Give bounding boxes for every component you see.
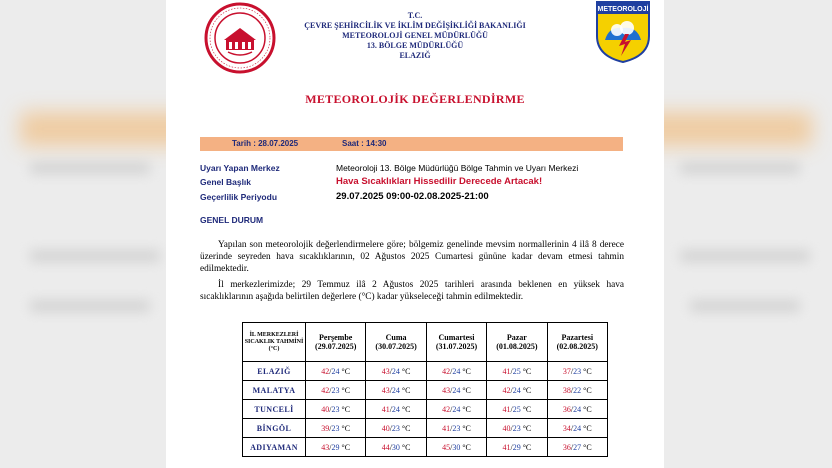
min-temp: 27 — [573, 442, 582, 452]
temperature-cell — [487, 419, 547, 438]
time-text: Saat : 14:30 — [342, 139, 387, 148]
day-date: (31.07.2025) — [435, 342, 478, 351]
temp-unit: °C — [341, 442, 351, 452]
date-time-bar — [200, 137, 623, 151]
min-temp: 24 — [391, 385, 400, 395]
max-temp: 41 — [502, 366, 511, 376]
header-ministry: ÇEVRE ŞEHİRCİLİK VE İKLİM DEĞİŞİKLİĞİ BAKANLIĞI — [304, 21, 526, 30]
temp-separator: / — [570, 442, 574, 452]
day-header — [306, 323, 366, 362]
table-row — [243, 438, 608, 457]
max-temp: 41 — [502, 442, 511, 452]
section-title: GENEL DURUM — [200, 215, 264, 225]
city-cell: MALATYA — [243, 381, 306, 400]
temp-separator: / — [450, 404, 453, 414]
max-temp: 36 — [562, 442, 571, 452]
temperature-cell — [426, 438, 486, 457]
background-blur-line — [680, 162, 800, 174]
city-cell: ADIYAMAN — [243, 438, 306, 457]
document-page — [166, 0, 664, 468]
temp-unit: °C — [583, 423, 592, 433]
temp-separator: / — [329, 404, 332, 414]
temperature-cell — [306, 419, 366, 438]
day-date: (01.08.2025) — [496, 342, 538, 351]
temperature-cell — [426, 400, 486, 419]
temperature-cell — [547, 362, 607, 381]
temperature-cell — [487, 362, 547, 381]
temperature-cell — [366, 362, 426, 381]
max-temp: 42 — [321, 366, 330, 376]
logo-text: METEOROLOJİ — [597, 6, 649, 13]
temp-separator: / — [389, 404, 392, 414]
day-name: Perşembe — [319, 333, 353, 342]
paragraph-forecast: İl merkezlerimizde; 29 Temmuz ilâ 2 Ağustos 2025 tarihleri arasında beklenen en yüksek hava sıcaklıklarının aşağıda belirtilen değerlere (°C) kadar yükseleceği tahmin edilmektedir. — [200, 280, 624, 302]
temp-unit: °C — [583, 442, 592, 452]
period-value: 29.07.2025 09:00-02.08.2025-21:00 — [336, 191, 489, 202]
temp-unit: °C — [522, 442, 532, 452]
max-temp: 36 — [562, 404, 571, 414]
day-date: (29.07.2025) — [315, 342, 357, 351]
min-temp: 24 — [452, 385, 461, 395]
max-temp: 40 — [381, 423, 390, 433]
table-row — [243, 419, 608, 438]
temp-separator: / — [389, 366, 392, 376]
min-temp: 29 — [512, 442, 521, 452]
min-temp: 24 — [391, 366, 400, 376]
temp-unit: °C — [341, 385, 351, 395]
table-corner-label: İL MERKEZLERİ SICAKLIK TAHMİNİ (°C) — [243, 323, 306, 362]
temperature-cell — [547, 438, 607, 457]
temp-unit: °C — [401, 423, 411, 433]
min-temp: 25 — [512, 404, 521, 414]
max-temp: 42 — [321, 385, 330, 395]
temp-unit: °C — [522, 404, 532, 414]
temperature-cell — [426, 419, 486, 438]
date-text: Tarih : 28.07.2025 — [232, 139, 299, 148]
temp-unit: °C — [341, 404, 351, 414]
table-row — [243, 400, 608, 419]
day-header — [366, 323, 426, 362]
day-date: (30.07.2025) — [375, 342, 417, 351]
temp-unit: °C — [401, 385, 411, 395]
min-temp: 30 — [452, 442, 461, 452]
min-temp: 22 — [573, 385, 582, 395]
min-temp: 24 — [331, 366, 340, 376]
temp-unit: °C — [583, 385, 592, 395]
max-temp: 43 — [381, 385, 390, 395]
temperature-cell — [366, 438, 426, 457]
max-temp: 42 — [442, 404, 451, 414]
header-directorate: METEOROLOJİ GENEL MÜDÜRLÜĞÜ — [342, 31, 488, 40]
temperature-cell — [487, 438, 547, 457]
max-temp: 34 — [562, 423, 571, 433]
subject-label: Genel Başlık — [200, 177, 252, 187]
min-temp: 24 — [573, 404, 582, 414]
min-temp: 23 — [391, 423, 400, 433]
min-temp: 24 — [391, 404, 400, 414]
temperature-cell — [306, 438, 366, 457]
max-temp: 43 — [321, 442, 330, 452]
temp-unit: °C — [462, 385, 471, 395]
background-blur-line — [30, 162, 150, 174]
temp-unit: °C — [401, 366, 411, 376]
temp-separator: / — [329, 366, 332, 376]
temp-separator: / — [389, 442, 392, 452]
temp-separator: / — [450, 423, 453, 433]
min-temp: 23 — [452, 423, 461, 433]
day-header — [487, 323, 547, 362]
max-temp: 42 — [442, 366, 451, 376]
min-temp: 24 — [573, 423, 582, 433]
max-temp: 43 — [442, 385, 451, 395]
max-temp: 40 — [321, 404, 330, 414]
table-header-row — [243, 323, 608, 362]
min-temp: 30 — [391, 442, 400, 452]
background-blur-line — [680, 250, 810, 262]
issuer-label: Uyarı Yapan Merkez — [200, 163, 280, 173]
background-blur-line — [690, 300, 800, 312]
day-name: Pazartesi — [561, 333, 594, 342]
temperature-cell — [306, 400, 366, 419]
temperature-cell — [547, 400, 607, 419]
max-temp: 40 — [502, 423, 511, 433]
max-temp: 45 — [442, 442, 451, 452]
max-temp: 43 — [381, 366, 390, 376]
temp-separator: / — [570, 385, 574, 395]
temp-unit: °C — [401, 404, 411, 414]
background-blur-line — [30, 300, 150, 312]
temperature-cell — [366, 419, 426, 438]
temp-unit: °C — [522, 423, 532, 433]
header-region: 13. BÖLGE MÜDÜRLÜĞÜ — [366, 41, 464, 50]
temp-separator: / — [570, 404, 574, 414]
max-temp: 38 — [562, 385, 571, 395]
table-row — [243, 381, 608, 400]
temp-separator: / — [570, 366, 574, 376]
day-header — [426, 323, 486, 362]
max-temp: 41 — [502, 404, 511, 414]
day-name: Cumartesi — [438, 333, 475, 342]
temperature-cell — [547, 381, 607, 400]
temp-separator: / — [450, 442, 453, 452]
min-temp: 23 — [331, 385, 340, 395]
max-temp: 44 — [381, 442, 390, 452]
temperature-table — [242, 322, 608, 457]
temperature-cell — [487, 400, 547, 419]
issuer-value: Meteoroloji 13. Bölge Müdürlüğü Bölge Tahmin ve Uyarı Merkezi — [336, 163, 579, 173]
min-temp: 24 — [512, 385, 521, 395]
temperature-cell — [306, 381, 366, 400]
temp-separator: / — [329, 442, 332, 452]
temp-unit: °C — [401, 442, 411, 452]
temp-unit: °C — [462, 423, 471, 433]
city-cell: ELAZIĞ — [243, 362, 306, 381]
period-label: Geçerlilik Periyodu — [200, 192, 278, 202]
subject-value: Hava Sıcaklıkları Hissedilir Derecede Artacak! — [336, 176, 543, 187]
temperature-cell — [426, 381, 486, 400]
temperature-cell — [547, 419, 607, 438]
temp-separator: / — [510, 442, 513, 452]
day-name: Pazar — [506, 333, 527, 342]
temp-separator: / — [329, 385, 332, 395]
temp-unit: °C — [462, 366, 471, 376]
temperature-cell — [366, 400, 426, 419]
temp-unit: °C — [522, 366, 532, 376]
table-body — [243, 362, 608, 457]
temp-unit: °C — [341, 423, 351, 433]
min-temp: 23 — [331, 423, 340, 433]
day-header — [547, 323, 607, 362]
temp-separator: / — [450, 366, 453, 376]
temp-unit: °C — [522, 385, 532, 395]
temp-unit: °C — [583, 366, 592, 376]
header-tc: T.C. — [407, 11, 423, 20]
min-temp: 24 — [452, 366, 461, 376]
max-temp: 42 — [502, 385, 511, 395]
temp-separator: / — [510, 385, 513, 395]
max-temp: 39 — [321, 423, 330, 433]
background-blur-line — [30, 250, 160, 262]
temp-separator: / — [450, 385, 453, 395]
min-temp: 25 — [512, 366, 521, 376]
paragraph-general: Yapılan son meteorolojik değerlendirmelere göre; bölgemiz genelinde mevsim normallerinin 4 ilâ 8 derece üzerinde seyreden hava sıcaklıklarının, 02 Ağustos 2025 Cumartesi gününe kadar devam etmesi tahmin edilmektedir. — [200, 240, 624, 274]
temp-separator: / — [510, 423, 513, 433]
temp-unit: °C — [583, 404, 592, 414]
temperature-cell — [306, 362, 366, 381]
temp-unit: °C — [462, 442, 471, 452]
header-city: ELAZIĞ — [399, 51, 431, 60]
temperature-cell — [426, 362, 486, 381]
temp-separator: / — [389, 385, 392, 395]
document-title: METEOROLOJİK DEĞERLENDİRME — [305, 92, 525, 106]
max-temp: 41 — [442, 423, 451, 433]
min-temp: 23 — [573, 366, 582, 376]
temp-separator: / — [510, 404, 513, 414]
city-cell: TUNCELİ — [243, 400, 306, 419]
temp-separator: / — [389, 423, 392, 433]
min-temp: 23 — [512, 423, 521, 433]
city-cell: BİNGÖL — [243, 419, 306, 438]
temperature-cell — [487, 381, 547, 400]
max-temp: 41 — [381, 404, 390, 414]
day-date: (02.08.2025) — [556, 342, 598, 351]
temperature-cell — [366, 381, 426, 400]
temp-separator: / — [510, 366, 513, 376]
min-temp: 24 — [452, 404, 461, 414]
temp-unit: °C — [462, 404, 471, 414]
temp-separator: / — [329, 423, 332, 433]
table-row — [243, 362, 608, 381]
min-temp: 29 — [331, 442, 340, 452]
min-temp: 23 — [331, 404, 340, 414]
max-temp: 37 — [562, 366, 571, 376]
day-name: Cuma — [385, 333, 407, 342]
temp-separator: / — [570, 423, 574, 433]
temp-unit: °C — [341, 366, 351, 376]
